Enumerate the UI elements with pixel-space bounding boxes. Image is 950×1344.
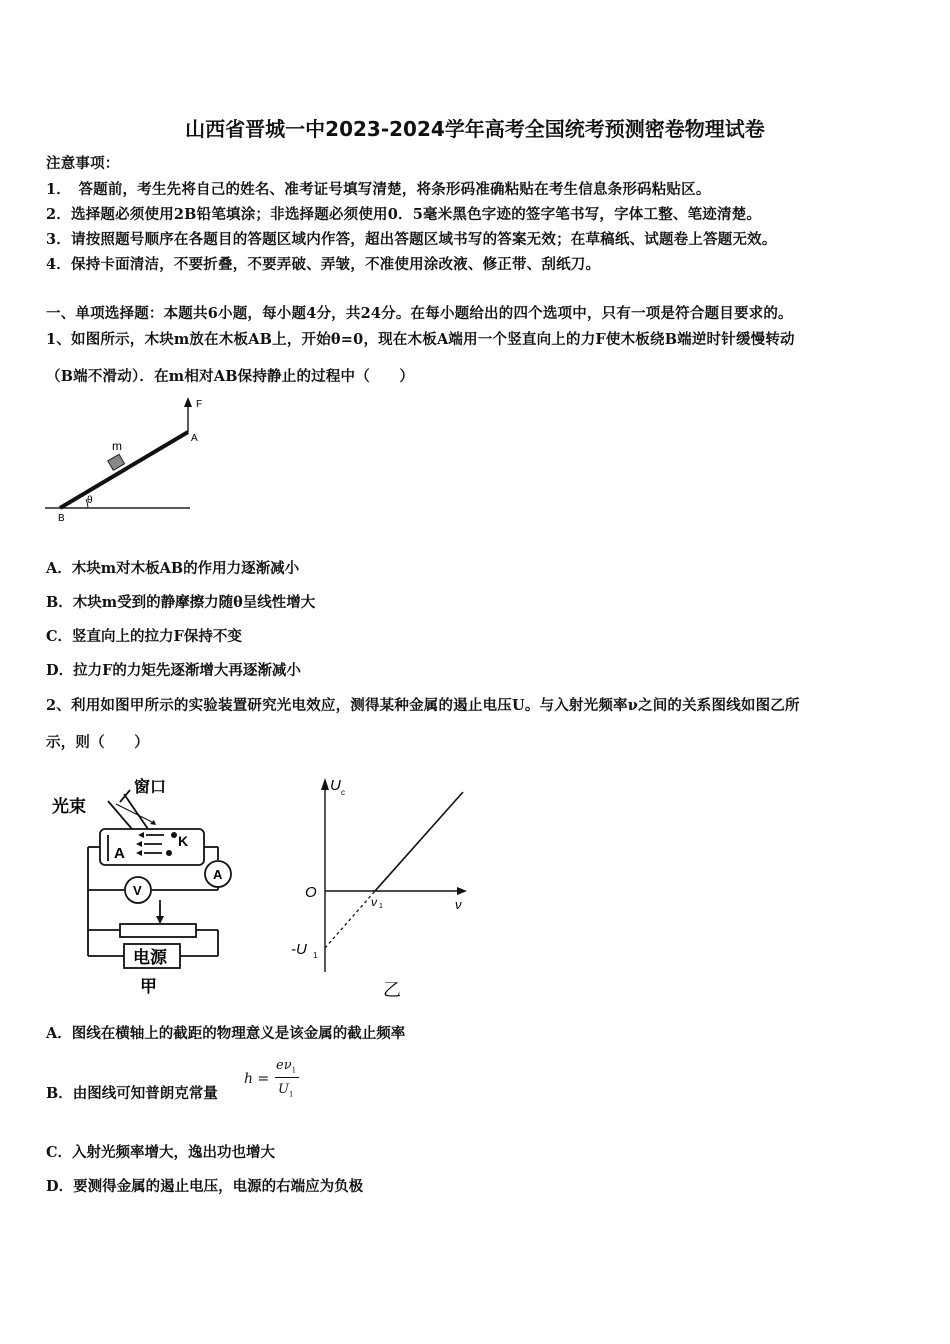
label-x-intercept: ν (371, 895, 377, 909)
label-x-intercept-sub: 1 (379, 903, 383, 910)
block-m (108, 454, 125, 470)
caption-jia: 甲 (140, 977, 157, 996)
board-ab (60, 432, 188, 508)
label-f: F (196, 399, 203, 410)
label-a: A (191, 433, 198, 444)
q2-option-b (46, 1082, 218, 1103)
q1-stem-line1: 1、如图所示，木块m放在木板AB上，开始θ=0，现在木板A端用一个竖直向上的力F使木板绕B端逆时针缓慢转动 (46, 331, 795, 348)
q2-figure-circuit (48, 772, 248, 1002)
label-m: m (112, 439, 122, 453)
label-y-intercept-sub: 1 (313, 951, 318, 960)
q2-option-d: D．要测得金属的遏止电压，电源的右端应为负极 (46, 1178, 364, 1195)
label-y-sub: c (341, 788, 345, 797)
section-heading: 一、单项选择题：本题共6小题，每小题4分，共24分。在每小题给出的四个选项中，只有一项是符合题目要求的。 (46, 305, 793, 322)
page-title: 山西省晋城一中2023-2024学年高考全国统考预测密卷物理试卷 (185, 117, 765, 141)
formula-lhs: h = (244, 1071, 270, 1087)
graph-line (375, 792, 463, 891)
label-ammeter: A (213, 867, 223, 882)
q1-stem-line2: （B端不滑动）．在m相对AB保持静止的过程中（ ） (46, 368, 415, 385)
label-light: 光束 (52, 797, 86, 816)
label-theta: θ (87, 495, 93, 506)
q1-option-c: C．竖直向上的拉力F保持不变 (46, 628, 242, 645)
label-b: B (58, 513, 65, 524)
force-arrow-head (184, 397, 192, 407)
q1-option-d: D．拉力F的力矩先逐渐增大再逐渐减小 (46, 662, 301, 679)
formula-denominator: $U_1$ (278, 1082, 294, 1099)
q2-stem-line1: 2、利用如图甲所示的实验装置研究光电效应，测得某种金属的遏止电压U。与入射光频率ν之间的关系图线如图乙所 (46, 697, 800, 714)
label-voltmeter: V (133, 883, 142, 898)
fraction-bar (275, 1077, 299, 1078)
label-cathode: K (178, 833, 189, 849)
notice-item-3: 3．请按照题号顺序在各题目的答题区域内作答，超出答题区域书写的答案无效；在草稿纸、试题卷上答题无效。 (46, 231, 777, 248)
label-x-axis: ν (455, 897, 462, 912)
formula-numerator: $e\nu_1$ (276, 1058, 297, 1075)
graph-extrapolation (325, 891, 375, 948)
q1-option-b: B．木块m受到的静摩擦力随θ呈线性增大 (46, 594, 316, 611)
label-power: 电源 (133, 948, 167, 967)
label-y-intercept: -U (291, 941, 307, 958)
label-origin: O (305, 884, 317, 901)
rheostat (120, 924, 196, 937)
label-y-axis: U (330, 777, 341, 794)
notice-item-4: 4．保持卡面清洁，不要折叠，不要弄破、弄皱，不准使用涂改液、修正带、刮纸刀。 (46, 256, 601, 273)
label-anode: A (114, 845, 125, 862)
q2-option-c: C．入射光频率增大，逸出功也增大 (46, 1144, 276, 1161)
q2-option-b-text: B．由图线可知普朗克常量 (46, 1085, 218, 1102)
q2-figure-graph (285, 772, 475, 1002)
q2-stem-line2: 示，则（ ） (46, 734, 149, 751)
notice-item-2: 2．选择题必须使用2B铅笔填涂；非选择题必须使用0．5毫米黑色字迹的签字笔书写，字体工整、笔迹清楚。 (46, 206, 762, 223)
q1-option-a: A．木块m对木板AB的作用力逐渐减小 (46, 560, 300, 577)
caption-yi: 乙 (383, 980, 401, 1000)
notice-heading: 注意事项： (46, 155, 120, 172)
q2-option-a: A．图线在横轴上的截距的物理意义是该金属的截止频率 (46, 1025, 406, 1042)
notice-item-1: 1． 答题前，考生先将自己的姓名、准考证号填写清楚，将条形码准确粘贴在考生信息条形码粘贴区。 (46, 181, 711, 198)
q1-figure-incline (40, 395, 203, 530)
label-window: 窗口 (134, 779, 167, 796)
